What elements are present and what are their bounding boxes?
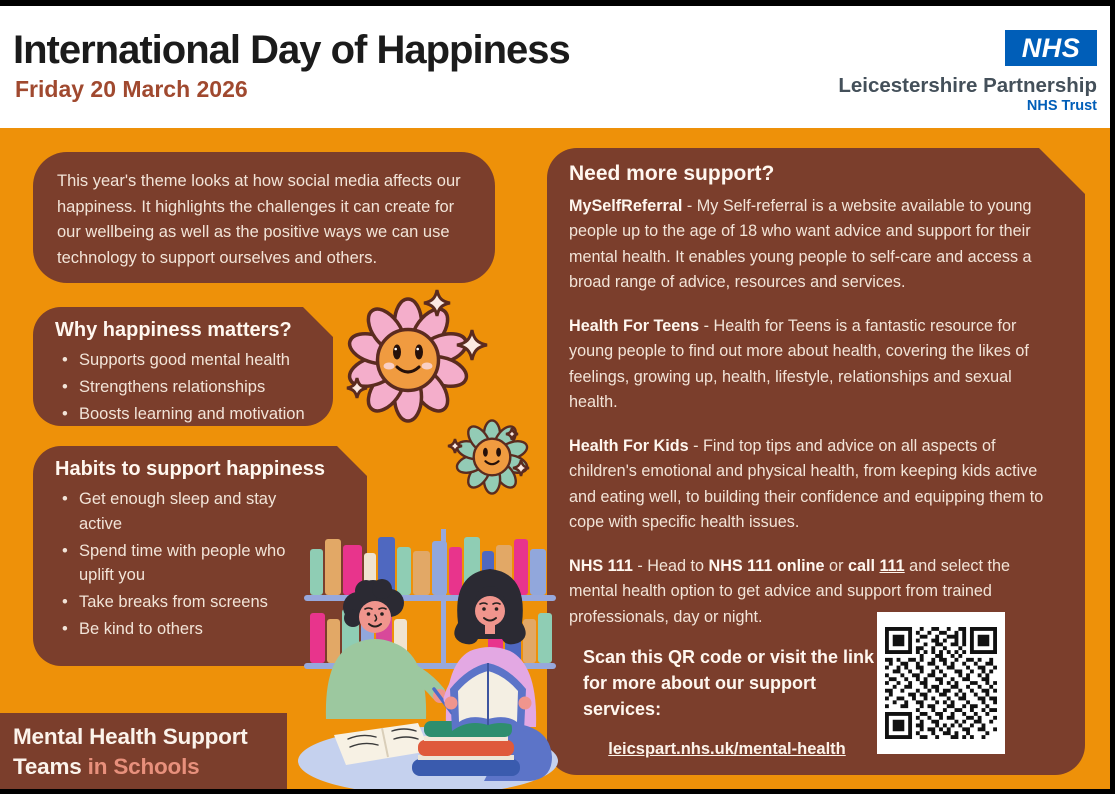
nhs-111-online-label: NHS 111 online <box>708 557 825 576</box>
list-item: • Take breaks from screens <box>55 590 307 615</box>
service-description: - Health for Teens is a fantastic resource for young people to find out more about health, covering the likes of feelings, growing up, health, lifestyle, relationships and sexual health. <box>569 317 1029 411</box>
list-item: • Get enough sleep and stay active <box>55 487 307 537</box>
support-services-link[interactable]: leicspart.nhs.uk/mental-health <box>608 740 846 758</box>
list-item: • Spend time with people who uplift you <box>55 539 307 589</box>
smiley-flowers-illustration <box>340 285 540 505</box>
reading-book <box>445 663 532 731</box>
qr-caption: Scan this QR code or visit the link for more about our support services: <box>583 647 875 720</box>
theme-text: This year's theme looks at how social media affects our happiness. It highlights the challenges it can create for our wellbeing as well as the positive ways we can use technology to support ourselves and others. <box>57 172 461 267</box>
nhs-logo <box>1005 30 1097 66</box>
call-label: call <box>847 557 880 576</box>
service-description: - My Self-referral is a website available to young people up to the age of 18 who want advice and support for their mental health. It enables young people to self-care and access a broad range of advice, resources and services. <box>569 197 1032 291</box>
service-description: - Find top tips and advice on all aspects of children's emotional and physical health, from keeping kids active and eating well, to building their confidence and equipping them to cope with specific health issues. <box>569 437 1044 531</box>
paragraph-health-for-teens <box>569 314 1063 415</box>
qr-code-pattern <box>885 627 997 739</box>
support-title: Need more support? <box>569 162 775 185</box>
mhst-teams-label: Teams <box>13 753 88 779</box>
list-item: • Boosts learning and motivation <box>55 402 307 427</box>
mhst-footer-badge <box>0 713 287 789</box>
page-title: International Day of Happiness <box>13 28 570 72</box>
nhs-logo-text: NHS <box>1021 32 1081 63</box>
text-segment: or <box>824 557 848 576</box>
service-name: Health For Teens <box>569 317 700 336</box>
why-bullet-list <box>55 348 319 426</box>
pink-flower <box>346 299 470 421</box>
teal-flower <box>455 420 530 493</box>
service-name: NHS 111 <box>569 557 633 576</box>
text-segment: and select the mental health option to get advice and support from trained professionals, day or night. <box>569 557 1010 626</box>
service-name: Health For Kids <box>569 437 689 456</box>
event-date: Friday 20 March 2026 <box>15 76 248 102</box>
poster-body <box>0 128 1110 789</box>
phone-number: 111 <box>879 557 905 576</box>
support-panel <box>547 148 1085 775</box>
header <box>0 6 1110 128</box>
trust-name: NHS Trust <box>1026 98 1097 114</box>
why-happiness-box <box>33 307 333 426</box>
org-name: Leicestershire Partnership <box>838 74 1097 97</box>
mhst-line1: Mental Health Support <box>13 724 248 749</box>
theme-box <box>33 152 495 283</box>
qr-code <box>877 612 1005 754</box>
kids-reading-illustration <box>298 523 570 789</box>
paragraph-myselfreferral <box>569 194 1063 295</box>
mhst-line2 <box>13 752 287 782</box>
why-title: Why happiness matters? <box>55 319 292 341</box>
book-stack <box>412 721 520 776</box>
list-item: • Supports good mental health <box>55 348 307 373</box>
mhst-in-schools-label: in Schools <box>87 753 200 779</box>
habits-title: Habits to support happiness <box>55 458 326 480</box>
paragraph-health-for-kids <box>569 434 1063 535</box>
service-name: MySelfReferral <box>569 197 683 215</box>
list-item: • Strengthens relationships <box>55 375 307 400</box>
text-segment: - Head to <box>632 557 709 576</box>
list-item: • Be kind to others <box>55 617 307 642</box>
